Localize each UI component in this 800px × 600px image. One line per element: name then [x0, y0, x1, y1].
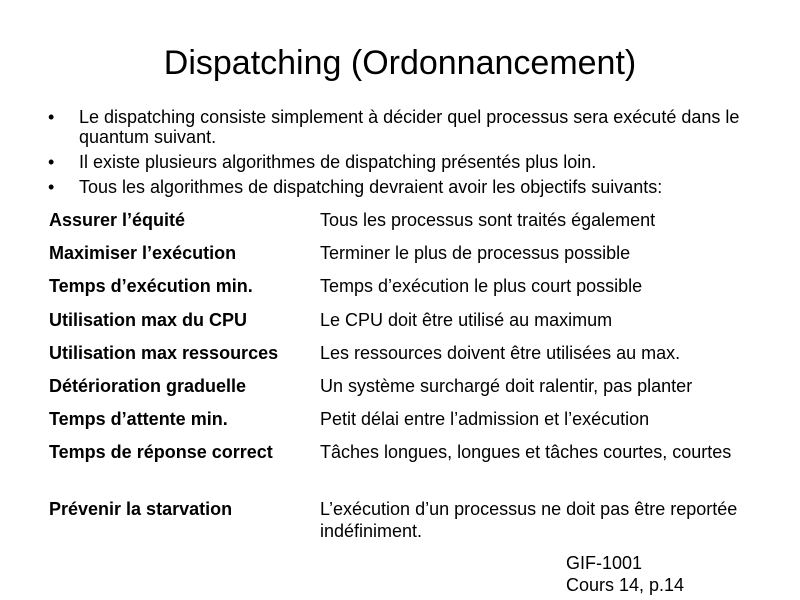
objective-term: Détérioration graduelle: [49, 376, 247, 396]
objective-description: Un système surchargé doit ralentir, pas planter: [320, 376, 693, 396]
objective-row: [49, 308, 749, 341]
course-code: GIF-1001: [566, 553, 643, 573]
objective-term: Utilisation max du CPU: [49, 310, 248, 330]
objective-description: Les ressources doivent être utilisées au max.: [320, 343, 681, 363]
bullet-icon: •: [48, 177, 55, 197]
objectives-table: [49, 208, 749, 546]
objective-description: Petit délai entre l’admission et l’exécution: [320, 409, 650, 429]
objective-description: Le CPU doit être utilisé au maximum: [320, 310, 613, 330]
objective-term: Utilisation max ressources: [49, 343, 279, 363]
bullet-item: [48, 107, 748, 147]
objective-description: L’exécution d’un processus ne doit pas être reportée indéfiniment.: [320, 499, 738, 541]
objective-description: Temps d’exécution le plus court possible: [320, 276, 643, 296]
bullet-icon: •: [48, 152, 55, 172]
slide-title: Dispatching (Ordonnancement): [163, 44, 637, 82]
objective-row: [49, 374, 749, 407]
objective-row: [49, 497, 749, 546]
bullet-item: [48, 152, 748, 172]
bullet-text: Il existe plusieurs algorithmes de dispatching présentés plus loin.: [79, 152, 597, 172]
bullet-list: [48, 107, 748, 202]
bullet-text: Le dispatching consiste simplement à décider quel processus sera exécuté dans le quantum suivant.: [79, 107, 740, 147]
objective-description: Tous les processus sont traités également: [320, 210, 656, 230]
bullet-text: Tous les algorithmes de dispatching devraient avoir les objectifs suivants:: [79, 177, 663, 197]
objective-term: Maximiser l’exécution: [49, 243, 237, 263]
objective-row: [49, 341, 749, 374]
objective-row: [49, 274, 749, 308]
objective-row: [49, 407, 749, 440]
objective-row: [49, 208, 749, 241]
objective-description: Tâches longues, longues et tâches courtes, courtes: [320, 442, 732, 462]
objective-term: Prévenir la starvation: [49, 499, 233, 519]
objective-term: Temps d’exécution min.: [49, 276, 253, 296]
page-reference: Cours 14, p.14: [566, 575, 685, 595]
objective-row: [49, 241, 749, 274]
slide-footer: [566, 552, 766, 596]
objective-row: [49, 440, 749, 497]
bullet-icon: •: [48, 107, 55, 127]
objective-term: Temps de réponse correct: [49, 442, 273, 462]
objective-description: Terminer le plus de processus possible: [320, 243, 631, 263]
bullet-item: [48, 177, 748, 197]
objective-term: Assurer l’équité: [49, 210, 186, 230]
objective-term: Temps d’attente min.: [49, 409, 228, 429]
